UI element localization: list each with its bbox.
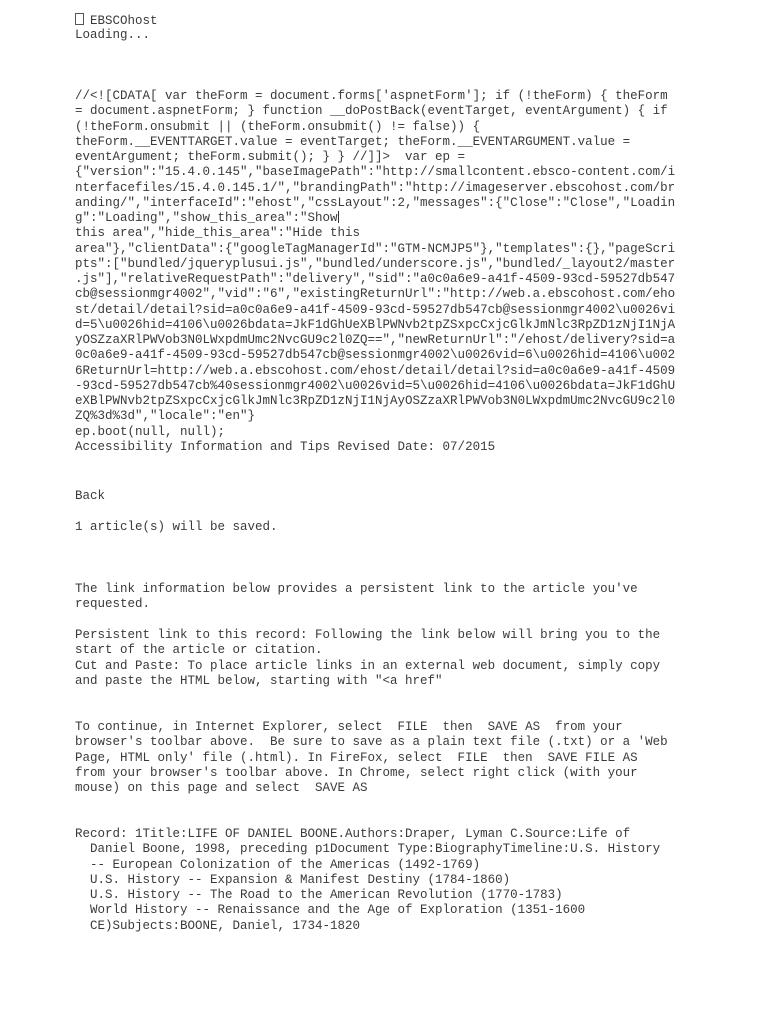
back-link[interactable]: Back — [75, 489, 106, 503]
save-instruction-line: browser's toolbar above. Be sure to save as a plain text file (.txt) or a 'Web — [75, 735, 668, 750]
persistent-link-line: Persistent link to this record: Following the link below will bring you to the — [75, 628, 661, 642]
script-line: 0c0a6e9-a41f-4509-93cd-59527db547cb@sessionmgr4002\u0026vid=6\u0026hid=4106\u002 — [75, 348, 676, 363]
header — [75, 13, 675, 44]
saved-notice-section — [75, 520, 675, 535]
script-line-with-cursor — [75, 211, 675, 226]
app-name: EBSCOhost — [90, 14, 158, 28]
app-title-line — [75, 13, 675, 28]
script-line: .js"],"relativeRequestPath":"delivery","sid":"a0c0a6e9-a41f-4509-93cd-59527db547 — [75, 272, 676, 286]
save-instruction-line: mouse) on this page and select SAVE AS — [75, 781, 368, 795]
script-line: eventArgument; theForm.submit(); } } //]]> var ep = — [75, 150, 466, 164]
script-line: d=5\u0026hid=4106\u0026bdata=JkF1dGhUeXBlPWNvb2tpZSxpcCxjcGlkJmNlc3RpZD1zNjI1NjA — [75, 317, 676, 332]
back-section — [75, 489, 675, 504]
script-line: theForm.__EVENTTARGET.value = eventTarget; theForm.__EVENTARGUMENT.value = — [75, 134, 631, 149]
script-line: eXBlPWNvb2tpZSxpcCxjcGlkJmNlc3RpZD1zNjI1NjAyOSZzaXRlPWVob3N0LWxpdmUmc2NvcGU9c2l0 — [75, 394, 676, 408]
script-line: this area","hide_this_area":"Hide this — [75, 226, 361, 241]
loading-text: Loading... — [75, 28, 151, 43]
link-info — [75, 582, 675, 613]
script-line: cb@sessionmgr4002","vid":"6","existingReturnUrl":"http://web.a.ebscohost.com/eho — [75, 287, 676, 302]
save-instructions — [75, 720, 675, 796]
persistent-link-info — [75, 628, 675, 689]
script-line: nterfacefiles/15.4.0.145.1/","brandingPath":"http://imageserver.ebscohost.com/br — [75, 180, 676, 195]
cut-paste-line: Cut and Paste: To place article links in an external web document, simply copy — [75, 658, 661, 673]
saved-notice: 1 article(s) will be saved. — [75, 520, 278, 534]
script-line: yOSZzaXRlPWVob3N0LWxpdmUmc2NvcGU9c2l0ZQ==","newReturnUrl":"/ehost/delivery?sid=a — [75, 333, 676, 347]
record-line: U.S. History -- The Road to the American Revolution (1770-1783) — [75, 888, 563, 902]
script-line: (!theForm.onsubmit || (theForm.onsubmit() != false)) { — [75, 119, 481, 134]
script-line: st/detail/detail?sid=a0c0a6e9-a41f-4509-93cd-59527db547cb@sessionmgr4002\u0026vi — [75, 302, 676, 317]
text-cursor — [338, 211, 339, 223]
link-info-line: requested. — [75, 597, 151, 612]
script-line: //<![CDATA[ var theForm = document.forms['aspnetForm']; if (!theForm) { theForm — [75, 89, 668, 103]
accessibility-link[interactable]: Accessibility Information and Tips Revised Date: 07/2015 — [75, 439, 496, 454]
missing-glyph-icon — [75, 13, 84, 25]
record-line: Daniel Boone, 1998, preceding p1Document Type:BiographyTimeline:U.S. History — [75, 842, 661, 857]
script-line: pts":["bundled/jqueryplusui.js","bundled/underscore.js","bundled/_layout2/master — [75, 256, 676, 271]
script-line: {"version":"15.4.0.145","baseImagePath":"http://smallcontent.ebsco-content.com/i — [75, 165, 676, 180]
record-line: U.S. History -- Expansion & Manifest Destiny (1784-1860) — [75, 872, 511, 887]
save-instruction-line: To continue, in Internet Explorer, select FILE then SAVE AS from your — [75, 720, 623, 734]
save-instruction-line: Page, HTML only' file (.html). In FireFox, select FILE then SAVE FILE AS — [75, 750, 638, 765]
record-line: -- European Colonization of the Americas (1492-1769) — [75, 857, 481, 872]
record-citation — [75, 827, 675, 934]
script-line: anding/","interfaceId":"ehost","cssLayout":2,"messages":{"Close":"Close","Loadin — [75, 195, 676, 210]
save-instruction-line: from your browser's toolbar above. In Chrome, select right click (with your — [75, 765, 638, 780]
record-line: CE)Subjects:BOONE, Daniel, 1734-1820 — [75, 918, 361, 933]
script-line: 6ReturnUrl=http://web.a.ebscohost.com/ehost/detail/detail?sid=a0c0a6e9-a41f-4509 — [75, 363, 676, 378]
link-info-line: The link information below provides a persistent link to the article you've — [75, 582, 638, 596]
script-line: -93cd-59527db547cb%40sessionmgr4002\u0026vid=5\u0026hid=4106\u0026bdata=JkF1dGhU — [75, 378, 676, 393]
script-dump — [75, 89, 675, 455]
script-line: ep.boot(null, null); — [75, 424, 226, 439]
script-line: g":"Loading","show_this_area":"Show — [75, 211, 338, 225]
persistent-link-line: start of the article or citation. — [75, 643, 323, 658]
script-line: = document.aspnetForm; } function __doPostBack(eventTarget, eventArgument) { if — [75, 104, 668, 119]
record-line: Record: 1Title:LIFE OF DANIEL BOONE.Authors:Draper, Lyman C.Source:Life of — [75, 827, 631, 841]
record-line: World History -- Renaissance and the Age of Exploration (1351-1600 — [75, 903, 586, 918]
cut-paste-line: and paste the HTML below, starting with "<a href" — [75, 673, 443, 688]
script-line: area"},"clientData":{"googleTagManagerId":"GTM-NCMJP5"},"templates":{},"pageScri — [75, 241, 676, 256]
script-line: ZQ%3d%3d","locale":"en"} — [75, 409, 256, 424]
